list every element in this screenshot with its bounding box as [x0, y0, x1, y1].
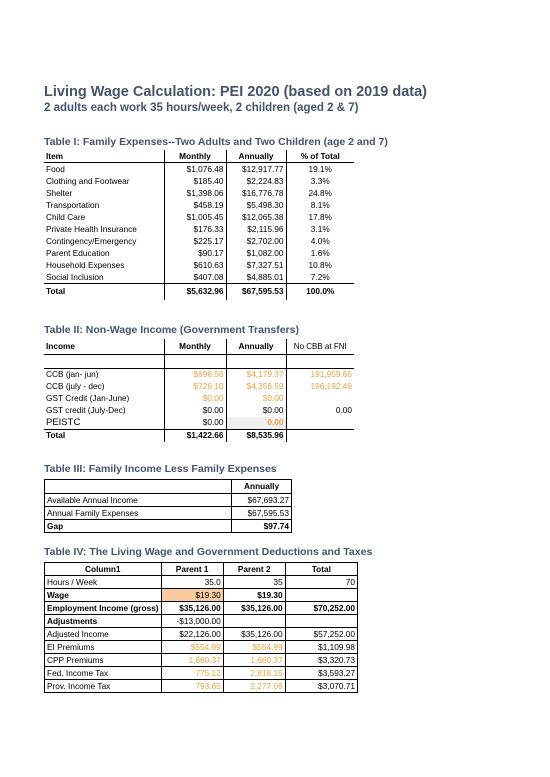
cell: 4.0%: [310, 235, 330, 246]
cell: 1,660.37: [223, 654, 285, 667]
cell: $4,356.59: [226, 381, 286, 393]
cell: 3.3%: [310, 175, 330, 186]
cell: Fed. Income Tax: [45, 667, 162, 680]
cell: $3,070.71: [285, 680, 357, 693]
table2-header-row: [44, 339, 354, 354]
table-row: [45, 615, 358, 628]
page-title: Living Wage Calculation: PEI 2020 (based on 2019 data): [44, 84, 428, 100]
cell: Hours / Week: [45, 576, 162, 589]
cell: 196,192.49: [310, 381, 352, 391]
cell: $22,126.00: [161, 628, 223, 641]
cell: Parent Education: [44, 247, 164, 259]
cell: $5,632.96: [164, 284, 226, 300]
cell: $3,320.73: [285, 654, 357, 667]
cell: Adjustments: [45, 615, 162, 628]
cell: 0.00: [335, 405, 352, 415]
cell: $12,065.38: [226, 211, 286, 223]
col-header: Monthly: [164, 339, 226, 354]
table1: [44, 150, 354, 300]
cell: $7,327.51: [226, 259, 286, 271]
cell: [223, 615, 285, 628]
cell: Clothing and Footwear: [44, 175, 164, 187]
cell: 19.1%: [308, 163, 333, 174]
cell: $1,422.66: [164, 429, 226, 442]
cell: Child Care: [44, 211, 164, 223]
cell: Social Inclusion: [44, 271, 164, 284]
cell: $726.10: [164, 381, 226, 393]
cell: [285, 589, 357, 602]
cell: 8.1%: [310, 199, 330, 210]
table-row: [45, 680, 358, 693]
col-header: Parent 1: [161, 563, 223, 576]
cell: 7.2%: [310, 271, 330, 282]
col-header: Annually: [232, 480, 292, 494]
cell: $0.00: [164, 417, 226, 430]
table-row: [44, 247, 354, 259]
cell: -$13,000.00: [161, 615, 223, 628]
cell: $35,126.00: [223, 602, 285, 615]
table-row: [44, 368, 354, 381]
cell: $97.74: [232, 520, 292, 533]
table-row: [45, 520, 292, 533]
table-row: [44, 259, 354, 271]
cell: $0.00: [226, 393, 286, 405]
table2-total-row: [44, 429, 354, 442]
col-header: Income: [44, 339, 164, 354]
col-header: Parent 2: [223, 563, 285, 576]
cell: Employment Income (gross): [45, 602, 162, 615]
cell: Food: [44, 163, 164, 176]
cell: $67,595.53: [226, 284, 286, 300]
table3-header-row: [45, 480, 292, 494]
cell: $70,252.00: [285, 602, 357, 615]
cell: $67,693.27: [232, 494, 292, 507]
cell: Prov. Income Tax: [45, 680, 162, 693]
table4-header-row: [45, 563, 358, 576]
cell: 793.65: [161, 680, 223, 693]
cell: Available Annual Income: [45, 494, 232, 507]
cell: 17.8%: [308, 211, 333, 222]
col-header: Column1: [45, 563, 162, 576]
col-header: Annually: [226, 150, 286, 163]
cell: $35,126.00: [161, 602, 223, 615]
cell: $19.30: [161, 589, 223, 602]
table-row: [45, 654, 358, 667]
cell: [286, 417, 354, 430]
table4-heading: Table IV: The Living Wage and Government Deductions and Taxes: [44, 546, 373, 558]
table-row: [45, 628, 358, 641]
cell: $407.08: [164, 271, 226, 284]
table-row: [45, 602, 358, 615]
cell: $16,776.78: [226, 187, 286, 199]
cell: $0.00: [164, 393, 226, 405]
cell: 35: [223, 576, 285, 589]
cell: $12,917.77: [226, 163, 286, 176]
table-row: [44, 381, 354, 393]
cell: Total: [44, 429, 164, 442]
cell: $19.30: [223, 589, 285, 602]
cell: $185.40: [164, 175, 226, 187]
cell: $1,398.06: [164, 187, 226, 199]
cell: Wage: [45, 589, 162, 602]
cell: 0.00: [226, 417, 286, 430]
cell: Annual Family Expenses: [45, 507, 232, 520]
col-header: Annually: [226, 339, 286, 354]
col-header: Total: [285, 563, 357, 576]
cell: $0.00: [164, 405, 226, 417]
cell: 775.12: [161, 667, 223, 680]
table-row: [44, 405, 354, 417]
table4: [44, 562, 358, 693]
cell: CCB (jan- jun): [44, 368, 164, 381]
table1-total-row: [44, 284, 354, 300]
page-subtitle: 2 adults each work 35 hours/week, 2 children (aged 2 & 7): [44, 102, 359, 114]
cell: $554.99: [161, 641, 223, 654]
cell: $1,082.00: [226, 247, 286, 259]
table-row: [45, 589, 358, 602]
cell: CCB (july - dec): [44, 381, 164, 393]
col-header: % of Total: [286, 150, 354, 163]
cell: $4,885.01: [226, 271, 286, 284]
table-row: [45, 641, 358, 654]
cell: $458.19: [164, 199, 226, 211]
cell: $57,252.00: [285, 628, 357, 641]
cell: 70: [285, 576, 357, 589]
cell: GST credit (July-Dec): [44, 405, 164, 417]
cell: 10.8%: [308, 259, 333, 270]
cell: 35.0: [161, 576, 223, 589]
table-row: [45, 576, 358, 589]
cell: $225.17: [164, 235, 226, 247]
table-row: [44, 163, 354, 176]
table2-heading: Table II: Non-Wage Income (Government Transfers): [44, 324, 299, 336]
table-row: [44, 271, 354, 284]
table-row: [44, 417, 354, 430]
table-row: [44, 187, 354, 199]
cell: GST Credit (Jan-June): [44, 393, 164, 405]
cell: $2,115.96: [226, 223, 286, 235]
cell: $554.99: [223, 641, 285, 654]
cell: $2,224.83: [226, 175, 286, 187]
cell: 3.1%: [310, 223, 330, 234]
cell: $8,535.96: [226, 429, 286, 442]
table-row: [44, 223, 354, 235]
cell: $5,498.30: [226, 199, 286, 211]
cell: EI Premiums: [45, 641, 162, 654]
cell: $696.56: [164, 368, 226, 381]
cell: 24.8%: [308, 187, 333, 198]
table1-header-row: [44, 150, 354, 163]
cell: 191,959.65: [310, 369, 352, 379]
col-header: Monthly: [164, 150, 226, 163]
cell: Private Health Insurance: [44, 223, 164, 235]
table-row: [45, 494, 292, 507]
cell: $4,179.37: [226, 368, 286, 381]
table-row: [44, 199, 354, 211]
cell: Total: [44, 284, 164, 300]
table-row: [44, 211, 354, 223]
cell: 1.6%: [310, 247, 330, 258]
cell: PEISTC: [44, 417, 164, 430]
cell: Household Expenses: [44, 259, 164, 271]
cell: 2,277.06: [223, 680, 285, 693]
table-row: [44, 235, 354, 247]
cell: 2,818.15: [223, 667, 285, 680]
cell: $1,076.48: [164, 163, 226, 176]
table-row: [44, 393, 354, 405]
cell: $67,595.53: [232, 507, 292, 520]
cell: $0.00: [226, 405, 286, 417]
cell: Contingency/Emergency: [44, 235, 164, 247]
table2: [44, 339, 354, 442]
cell: Transportation: [44, 199, 164, 211]
cell: $35,126.00: [223, 628, 285, 641]
cell: Adjusted Income: [45, 628, 162, 641]
cell: $2,702.00: [226, 235, 286, 247]
table3-heading: Table III: Family Income Less Family Expenses: [44, 463, 277, 475]
cell: $176.33: [164, 223, 226, 235]
cell: [285, 615, 357, 628]
cell: $1,005.45: [164, 211, 226, 223]
cell: Shelter: [44, 187, 164, 199]
cell: $90.17: [164, 247, 226, 259]
cell: CPP Premiums: [45, 654, 162, 667]
cell: 100.0%: [286, 284, 354, 300]
cell: $610.63: [164, 259, 226, 271]
table-row: [44, 175, 354, 187]
table-row: [45, 667, 358, 680]
cell: Gap: [45, 520, 232, 533]
cell: $1,109.98: [285, 641, 357, 654]
cell: $3,593.27: [285, 667, 357, 680]
table-row: [45, 507, 292, 520]
col-header: No CBB at FNI: [286, 339, 354, 354]
table-row-blank: [44, 354, 354, 368]
cell: 1,660.37: [161, 654, 223, 667]
table1-heading: Table I: Family Expenses--Two Adults and Two Children (age 2 and 7): [44, 136, 388, 148]
table3: [44, 479, 292, 533]
cell: [286, 393, 354, 405]
col-header: Item: [44, 150, 164, 163]
